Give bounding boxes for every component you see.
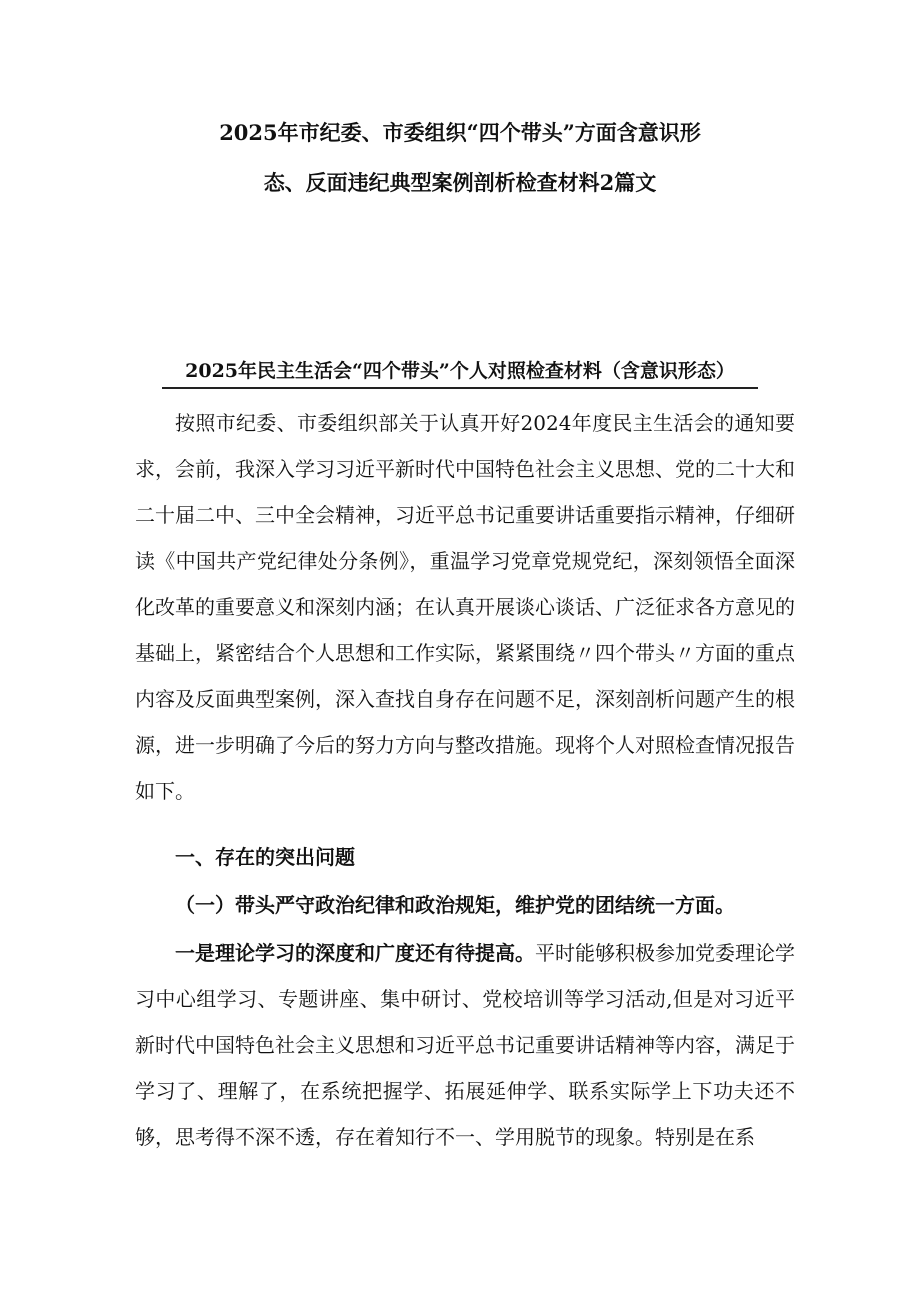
document-title-line-2: 态、反面违纪典型案例剖析检查材料2篇文 [263, 170, 657, 195]
point-1-lead: 一是理论学习的深度和广度还有待提高。 [175, 941, 535, 965]
section-title-underline [162, 387, 758, 389]
point-1-paragraph [135, 930, 795, 1160]
heading-level-1: 一、存在的突出问题 [175, 845, 355, 869]
intro-paragraph: 按照市纪委、市委组织部关于认真开好2024年度民主生活会的通知要求，会前，我深入学习习近平新时代中国特色社会主义思想、党的二十大和二十届二中、三中全会精神，习近平总书记重要讲话重要指示精神，仔细研读《中国共产党纪律处分条例》，重温学习党章党规党纪，深刻领悟全面深化改革的重要意义和深刻内涵；在认真开展谈心谈话、广泛征求各方意见的基础上，紧密结合个人思想和工作实际，紧紧围绕〃四个带头〃方面的重点内容及反面典型案例，深入查找自身存在问题不足，深刻剖析问题产生的根源，进一步明确了今后的努力方向与整改措施。现将个人对照检查情况报告如下。 [135, 411, 795, 803]
heading-level-2: （一）带头严守政治纪律和政治规矩，维护党的团结统一方面。 [175, 893, 735, 917]
point-1-text: 平时能够积极参加党委理论学习中心组学习、专题讲座、集中研讨、党校培训等学习活动,但是对习近平新时代中国特色社会主义思想和习近平总书记重要讲话精神等内容，满足于学习了、理解了，在系统把握学、拓展延伸学、联系实际学上下功夫还不够，思考得不深不透，存在着知行不一、学用脱节的现象。特别是在系 [135, 941, 795, 1149]
section-title-text: 2025年民主生活会“四个带头”个人对照检查材料（含意识形态） [185, 360, 735, 382]
document-title-line-1: 2025年市纪委、市委组织“四个带头”方面含意识形 [219, 120, 701, 145]
section-title [150, 357, 770, 385]
